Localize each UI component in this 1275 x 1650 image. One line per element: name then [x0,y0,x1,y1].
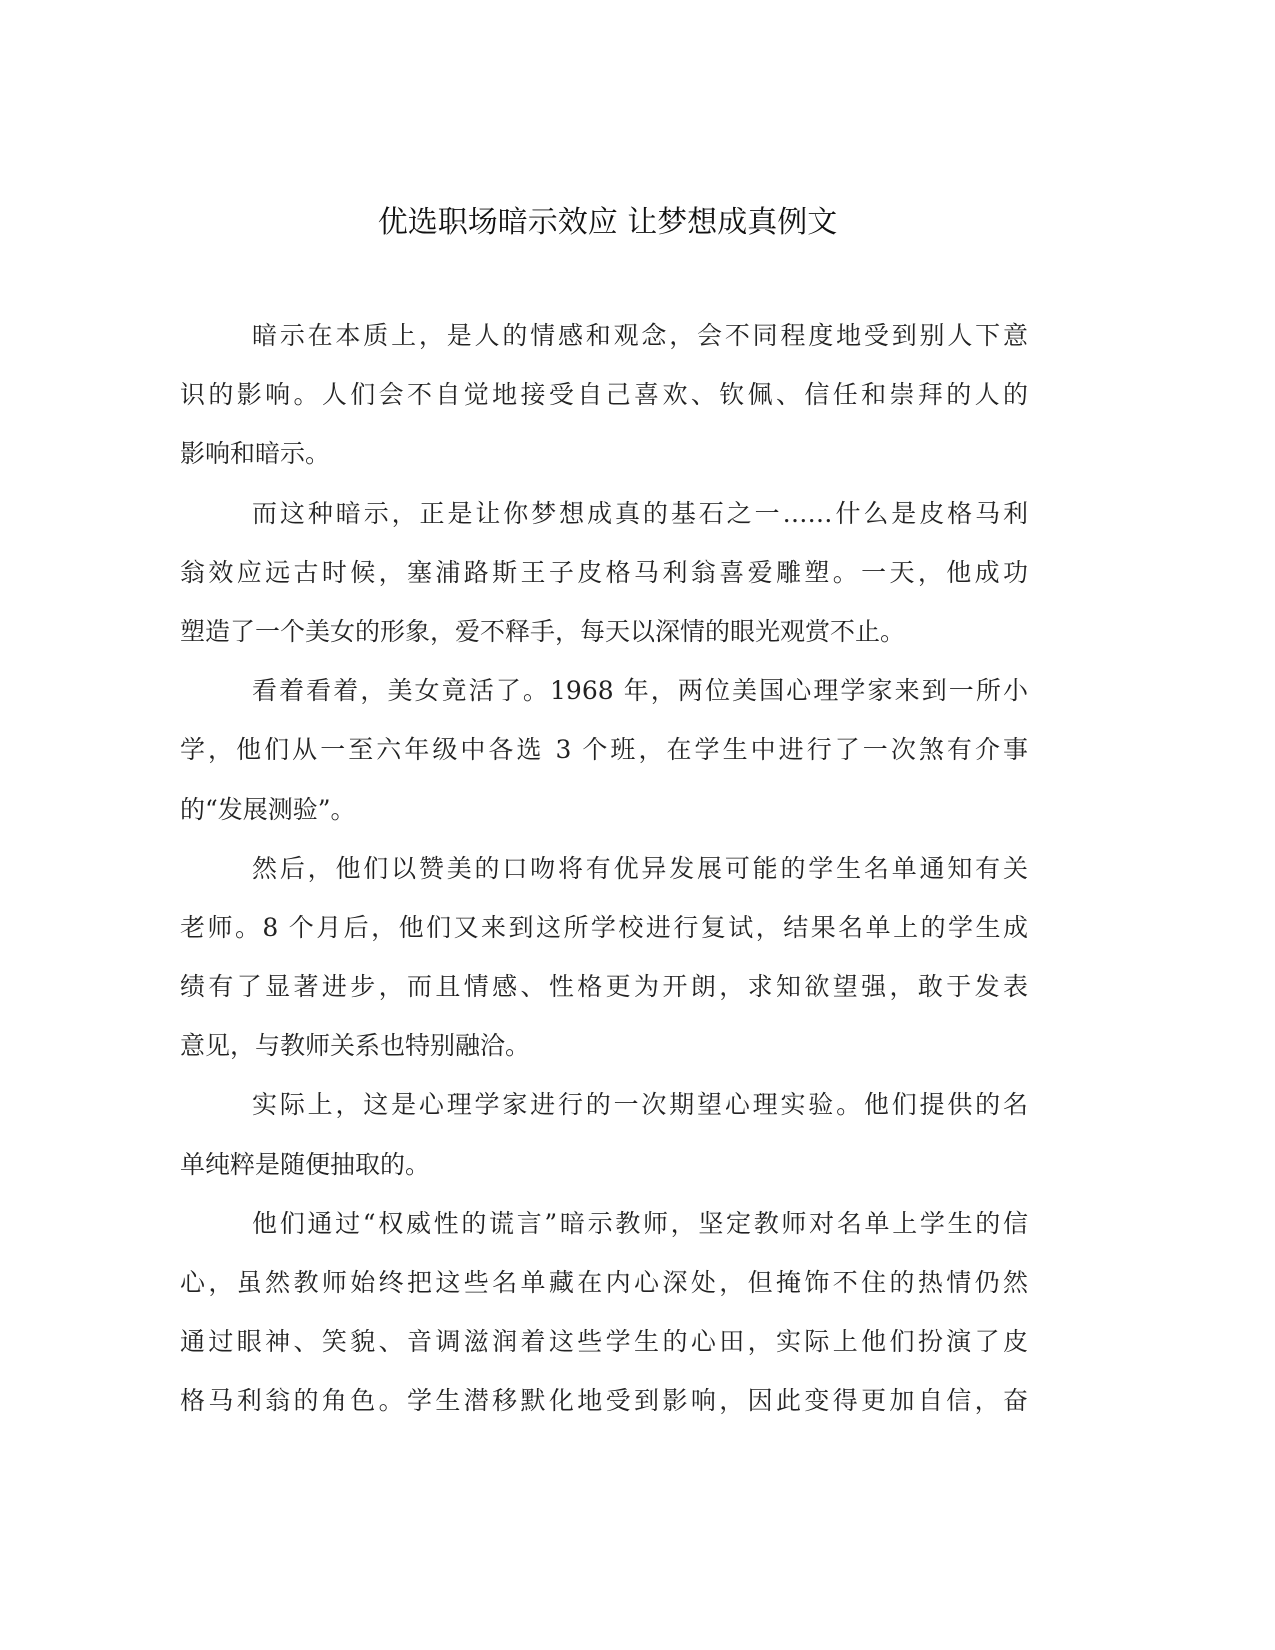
paragraph-line: 的“发展测验”。 [180,794,356,824]
paragraph-line: 通过眼神、笑貌、音调滋润着这些学生的心田，实际上他们扮演了皮 [180,1327,1028,1357]
paragraph-line: 老师。8 个月后，他们又来到这所学校进行复试，结果名单上的学生成 [180,912,1028,942]
paragraph-line: 暗示在本质上，是人的情感和观念，会不同程度地受到别人下意 [252,321,1028,350]
paragraph-line: 影响和暗示。 [180,439,331,469]
paragraph-line: 格马利翁的角色。学生潜移默化地受到影响，因此变得更加自信，奋 [180,1386,1028,1416]
paragraph-line: 心，虽然教师始终把这些名单藏在内心深处，但掩饰不住的热情仍然 [180,1268,1028,1297]
paragraph-line: 翁效应远古时候，塞浦路斯王子皮格马利翁喜爱雕塑。一天，他成功 [180,557,1028,587]
paragraph-line: 他们通过“权威性的谎言”暗示教师，坚定教师对名单上学生的信 [252,1208,1028,1238]
document-title: 优选职场暗示效应 让梦想成真例文 [377,205,838,240]
paragraph-line: 实际上，这是心理学家进行的一次期望心理实验。他们提供的名 [252,1090,1028,1120]
paragraph-line: 看着看着，美女竟活了。1968 年，两位美国心理学家来到一所小 [252,676,1028,706]
paragraph-line: 而这种暗示，正是让你梦想成真的基石之一……什么是皮格马利 [252,498,1028,528]
paragraph-line: 单纯粹是随便抽取的。 [180,1149,431,1179]
paragraph-line: 塑造了一个美女的形象，爱不释手，每天以深情的眼光观赏不止。 [180,616,906,646]
paragraph-line: 识的影响。人们会不自觉地接受自己喜欢、钦佩、信任和崇拜的人的 [180,380,1028,410]
paragraph-line: 然后，他们以赞美的口吻将有优异发展可能的学生名单通知有关 [252,853,1028,883]
paragraph-line: 意见，与教师关系也特别融洽。 [180,1031,531,1061]
paragraph-line: 绩有了显著进步，而且情感、性格更为开朗，求知欲望强，敢于发表 [180,972,1028,1002]
document-body [180,306,1028,1431]
paragraph-line: 学，他们从一至六年级中各选 3 个班，在学生中进行了一次煞有介事 [180,735,1028,765]
